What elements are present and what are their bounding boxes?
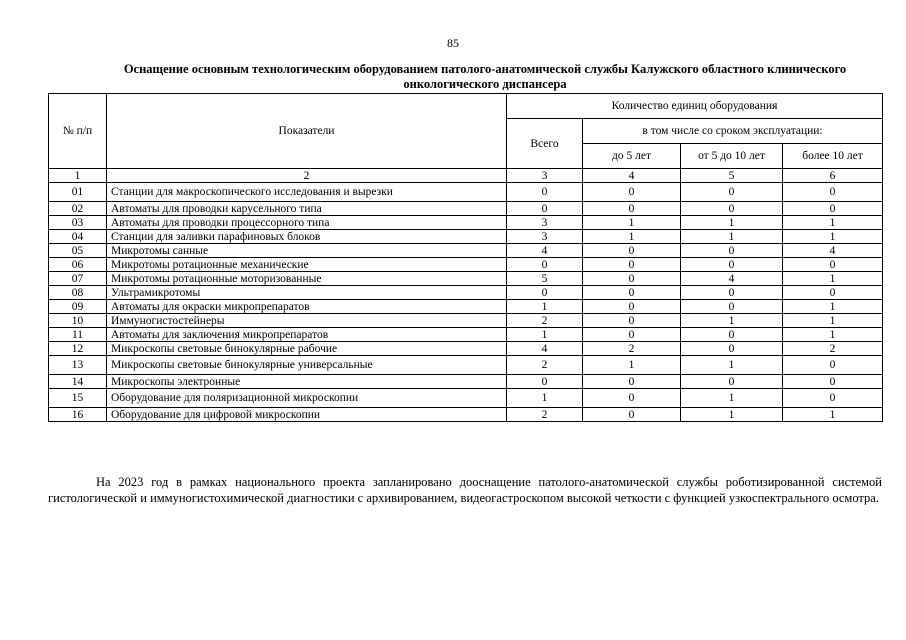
row-over-10: 1 [783,314,883,328]
row-total: 1 [507,389,583,408]
row-over-10: 0 [783,375,883,389]
row-total: 2 [507,408,583,422]
row-over-10: 0 [783,389,883,408]
table-row [49,202,883,216]
column-number: 5 [681,169,783,183]
row-up-to-5: 0 [583,244,681,258]
row-over-10: 4 [783,244,883,258]
equipment-table [48,93,883,422]
row-indicator: Оборудование для цифровой микроскопии [107,408,507,422]
column-number: 3 [507,169,583,183]
document-title: Оснащение основным технологическим оборудованием патолого-анатомической службы Калужского областного клинического онкологического диспансера [123,62,847,91]
row-number: 08 [49,286,107,300]
row-over-10: 1 [783,300,883,314]
row-over-10: 1 [783,408,883,422]
row-number: 01 [49,183,107,202]
row-number: 09 [49,300,107,314]
row-total: 4 [507,342,583,356]
row-5-to-10: 0 [681,258,783,272]
page-number: 85 [447,36,459,50]
row-number: 15 [49,389,107,408]
table-row [49,300,883,314]
row-up-to-5: 2 [583,342,681,356]
row-number: 13 [49,356,107,375]
table-row [49,216,883,230]
table-row [49,389,883,408]
row-5-to-10: 1 [681,230,783,244]
row-up-to-5: 0 [583,183,681,202]
row-indicator: Микротомы ротационные механические [107,258,507,272]
table-row [49,230,883,244]
table-row [49,356,883,375]
table-row [49,286,883,300]
row-total: 3 [507,216,583,230]
row-number: 03 [49,216,107,230]
row-5-to-10: 4 [681,272,783,286]
row-indicator: Оборудование для поляризационной микроскопии [107,389,507,408]
table-row [49,244,883,258]
row-total: 2 [507,356,583,375]
table-body [49,183,883,422]
table-row [49,375,883,389]
column-number: 1 [49,169,107,183]
row-total: 0 [507,202,583,216]
column-number-row [49,169,883,183]
column-number: 4 [583,169,681,183]
row-up-to-5: 1 [583,230,681,244]
row-total: 0 [507,258,583,272]
table-row [49,342,883,356]
header-indicators: Показатели [107,94,507,169]
row-indicator: Иммуногистостейнеры [107,314,507,328]
header-total: Всего [507,119,583,169]
column-number: 6 [783,169,883,183]
row-number: 06 [49,258,107,272]
row-number: 10 [49,314,107,328]
row-indicator: Микроскопы световые бинокулярные универсальные [107,356,507,375]
row-5-to-10: 0 [681,183,783,202]
row-number: 14 [49,375,107,389]
row-5-to-10: 1 [681,356,783,375]
row-up-to-5: 0 [583,300,681,314]
header-up-to-5: до 5 лет [583,144,681,169]
table-row [49,258,883,272]
row-total: 0 [507,286,583,300]
table-row [49,183,883,202]
row-up-to-5: 0 [583,258,681,272]
note-paragraph: На 2023 год в рамках национального проекта запланировано дооснащение патолого-анатомической службы роботизированной системой гистологической и иммуногистохимической диагностики с архивированием, видеогастроскопом высокой четкости с функцией узкоспектрального осмотра. [48,475,882,505]
row-over-10: 1 [783,216,883,230]
row-over-10: 0 [783,258,883,272]
row-5-to-10: 1 [681,408,783,422]
row-indicator: Автоматы для проводки карусельного типа [107,202,507,216]
row-over-10: 1 [783,272,883,286]
row-number: 05 [49,244,107,258]
row-number: 07 [49,272,107,286]
row-up-to-5: 0 [583,328,681,342]
row-5-to-10: 0 [681,375,783,389]
table-row [49,314,883,328]
row-indicator: Микроскопы электронные [107,375,507,389]
row-up-to-5: 0 [583,286,681,300]
row-total: 0 [507,183,583,202]
row-total: 0 [507,375,583,389]
header-5-to-10: от 5 до 10 лет [681,144,783,169]
row-5-to-10: 1 [681,216,783,230]
header-num: № п/п [49,94,107,169]
table-row [49,272,883,286]
row-over-10: 0 [783,286,883,300]
row-indicator: Автоматы для заключения микропрепаратов [107,328,507,342]
row-number: 12 [49,342,107,356]
row-up-to-5: 0 [583,375,681,389]
header-quantity: Количество единиц оборудования [507,94,883,119]
row-over-10: 0 [783,356,883,375]
row-5-to-10: 0 [681,244,783,258]
row-up-to-5: 1 [583,216,681,230]
row-5-to-10: 1 [681,389,783,408]
row-indicator: Микроскопы световые бинокулярные рабочие [107,342,507,356]
row-number: 11 [49,328,107,342]
row-over-10: 0 [783,183,883,202]
row-up-to-5: 0 [583,202,681,216]
row-indicator: Автоматы для окраски микропрепаратов [107,300,507,314]
row-indicator: Автоматы для проводки процессорного типа [107,216,507,230]
row-5-to-10: 0 [681,202,783,216]
row-indicator: Ультрамикротомы [107,286,507,300]
row-total: 4 [507,244,583,258]
row-5-to-10: 0 [681,286,783,300]
row-total: 2 [507,314,583,328]
header-over-10: более 10 лет [783,144,883,169]
row-5-to-10: 0 [681,342,783,356]
row-total: 3 [507,230,583,244]
table-row [49,328,883,342]
header-including: в том числе со сроком эксплуатации: [583,119,883,144]
row-5-to-10: 1 [681,314,783,328]
row-number: 16 [49,408,107,422]
row-over-10: 1 [783,230,883,244]
row-total: 1 [507,300,583,314]
row-indicator: Микротомы санные [107,244,507,258]
row-over-10: 1 [783,328,883,342]
row-total: 5 [507,272,583,286]
column-number: 2 [107,169,507,183]
row-up-to-5: 0 [583,314,681,328]
row-up-to-5: 0 [583,408,681,422]
row-indicator: Станции для заливки парафиновых блоков [107,230,507,244]
row-up-to-5: 0 [583,272,681,286]
table-row [49,408,883,422]
row-up-to-5: 0 [583,389,681,408]
row-up-to-5: 1 [583,356,681,375]
row-indicator: Станции для макроскопического исследования и вырезки [107,183,507,202]
row-indicator: Микротомы ротационные моторизованные [107,272,507,286]
row-number: 02 [49,202,107,216]
row-5-to-10: 0 [681,328,783,342]
row-over-10: 0 [783,202,883,216]
row-number: 04 [49,230,107,244]
row-total: 1 [507,328,583,342]
row-5-to-10: 0 [681,300,783,314]
row-over-10: 2 [783,342,883,356]
